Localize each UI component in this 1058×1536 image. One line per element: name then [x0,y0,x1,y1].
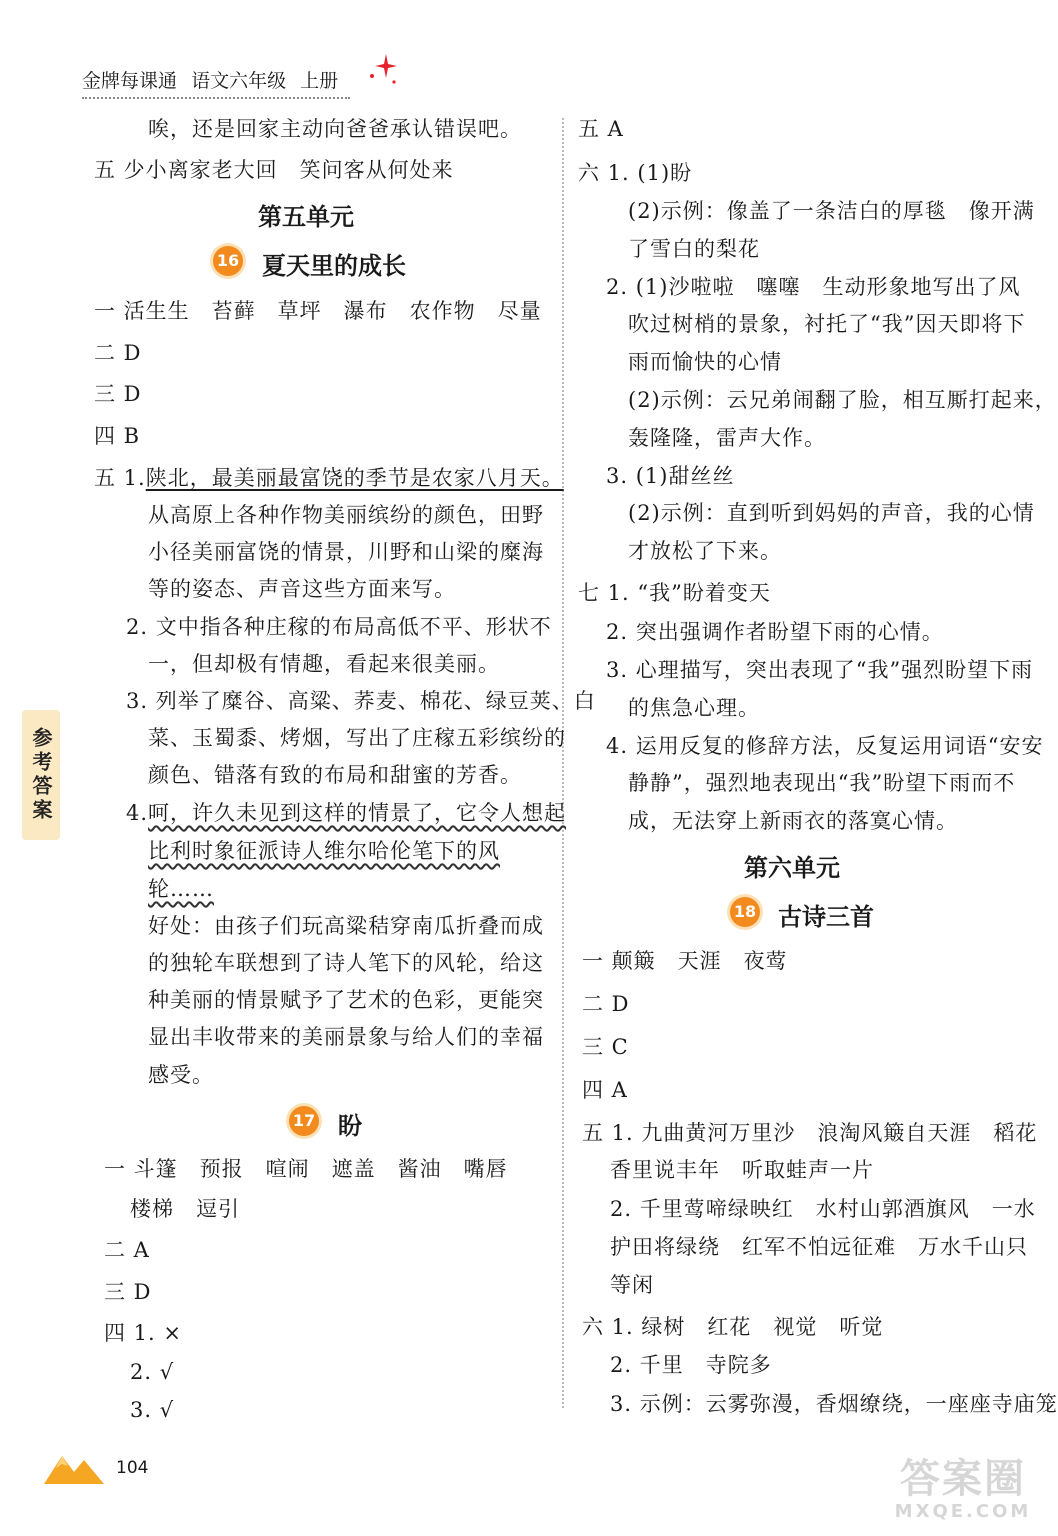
watermark-logo [888,1457,1038,1522]
answer-line: 成，无法穿上新雨衣的落寞心情。 [628,809,958,833]
header-divider [82,97,350,99]
answer-line: 三 C [582,1035,629,1059]
answer-line: 四 B [94,424,141,448]
header-subject: 语文六年级 [191,70,287,92]
answer-line [126,800,566,826]
answer-line: 楼梯 逗引 [130,1197,240,1221]
answer-prefix: 五 1. [94,466,146,490]
answer-line: 3. 心理描写，突出表现了“我”强烈盼望下雨 [606,658,1034,682]
mountain-icon [44,1448,110,1486]
lesson-title: 古诗三首 [778,903,874,931]
answer-line: 六 1. (1)盼 [578,161,693,185]
answer-line: 2. 文中指各种庄稼的布局高低不平、形状不 [126,615,552,639]
answer-line: 小径美丽富饶的情景，川野和山梁的糜海 [148,540,544,564]
side-tab: 参考答案 [22,710,60,840]
answer-line: 3. (1)甜丝丝 [606,464,735,488]
answer-line: 种美丽的情景赋予了艺术的色彩，更能突 [148,988,544,1012]
answer-line: 了雪白的梨花 [628,237,760,261]
header-series: 金牌每课通 [82,70,178,92]
answer-line: 显出丰收带来的美丽景象与给人们的幸福 [148,1025,544,1049]
wavy-underlined-answer: 比利时象征派诗人维尔哈伦笔下的风 [148,839,500,863]
answer-line: 五 A [578,117,624,141]
answer-line: 才放松了下来。 [628,539,782,563]
answer-line: 唉，还是回家主动向爸爸承认错误吧。 [148,117,522,141]
answer-line: 轰隆隆，雷声大作。 [628,426,826,450]
answer-line: 一 斗篷 预报 喧闹 遮盖 酱油 嘴唇 [104,1157,508,1181]
answer-line: 七 1. “我”盼着变天 [578,581,771,605]
answer-line: 2. 突出强调作者盼望下雨的心情。 [606,620,944,644]
page-number: 104 [116,1458,149,1478]
answer-line: 3. 列举了糜谷、高粱、荞麦、棉花、绿豆荚、白 [126,689,596,713]
column-divider [562,118,564,1408]
lesson-number-badge: 17 [289,1106,319,1136]
answer-line: 4. 运用反复的修辞方法，反复运用词语“安安 [606,734,1044,758]
answer-line: 的焦急心理。 [628,696,760,720]
answer-line: 五 少小离家老大回 笑问客从何处来 [94,158,454,182]
answer-line: 好处：由孩子们玩高粱秸穿南瓜折叠而成 [148,914,544,938]
answer-line: 一 颠簸 天涯 夜莺 [582,949,788,973]
wavy-underlined-answer: 呵，许久未见到这样的情景了，它令人想起 [148,801,567,825]
answer-line: 2. (1)沙啦啦 噻噻 生动形象地写出了风 [606,275,1021,299]
answer-line: 雨而愉快的心情 [628,350,782,374]
lesson-title: 夏天里的成长 [262,252,406,280]
answer-line: 六 1. 绿树 红花 视觉 听觉 [582,1315,884,1339]
answer-line: 静静”，强烈地表现出“我”盼望下雨而不 [628,771,1016,795]
answer-line: (2)示例：云兄弟闹翻了脸，相互厮打起来， [628,388,1057,412]
answer-prefix: 4. [126,801,149,825]
answer-line: (2)示例：像盖了一条洁白的厚毯 像开满 [628,199,1035,223]
answer-line: 三 D [94,382,142,406]
answer-line: 2. 千里莺啼绿映红 水村山郭酒旗风 一水 [610,1197,1036,1221]
answer-line: 感受。 [148,1063,214,1087]
answer-line: 的独轮车联想到了诗人笔下的风轮，给这 [148,951,544,975]
answer-line: 一 活生生 苔藓 草坪 瀑布 农作物 尽量 [94,299,542,323]
wavy-underlined-answer: 轮…… [148,877,214,901]
answer-line: 四 1. × [104,1321,182,1345]
answer-line: 护田将绿绕 红军不怕远征难 万水千山只 [610,1235,1028,1259]
header-volume: 上册 [300,70,339,92]
answer-line: 二 D [582,992,630,1016]
answer-line: 一，但却极有情趣，看起来很美丽。 [148,652,500,676]
answer-line [94,465,564,491]
answer-line: 香里说丰年 听取蛙声一片 [610,1158,874,1182]
answer-line: 二 D [94,341,142,365]
unit-title: 第六单元 [744,854,840,882]
answer-line: 五 1. 九曲黄河万里沙 浪淘风簸自天涯 稻花 [582,1121,1038,1145]
unit-title: 第五单元 [258,203,354,231]
answer-line: 3. 示例：云雾弥漫，香烟缭绕，一座座寺庙笼 [610,1392,1058,1416]
answer-line: 二 A [104,1238,150,1262]
answer-line: 从高原上各种作物美丽缤纷的颜色，田野 [148,503,544,527]
star-icon [364,50,404,90]
answer-line: 吹过树梢的景象，衬托了“我”因天即将下 [628,312,1026,336]
answer-line: 等闲 [610,1273,654,1297]
watermark-url: MXQE.COM [894,1501,1032,1522]
answer-line: 等的姿态、声音这些方面来写。 [148,577,456,601]
answer-line: 2. √ [130,1360,175,1384]
answer-line: 三 D [104,1280,152,1304]
page-header [82,66,338,93]
lesson-title: 盼 [338,1112,362,1140]
underlined-answer: 陕北，最美丽最富饶的季节是农家八月天。 [145,466,564,490]
lesson-number-badge: 16 [213,246,243,276]
watermark-title: 答案圈 [900,1456,1026,1502]
answer-line: 2. 千里 寺院多 [610,1353,772,1377]
answer-line: 颜色、错落有致的布局和甜蜜的芳香。 [148,763,522,787]
lesson-number-badge: 18 [730,897,760,927]
answer-line: 菜、玉蜀黍、烤烟，写出了庄稼五彩缤纷的 [148,726,566,750]
answer-line: (2)示例：直到听到妈妈的声音，我的心情 [628,501,1035,525]
answer-line: 四 A [582,1078,628,1102]
answer-line: 3. √ [130,1398,175,1422]
